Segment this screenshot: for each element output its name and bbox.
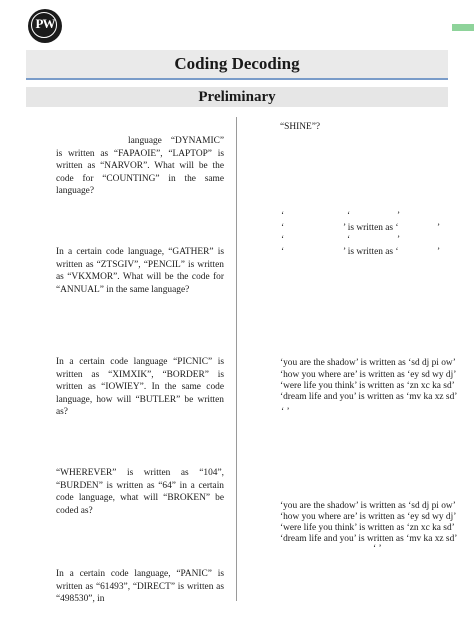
quote-mark: ‘ [281,211,285,221]
question-2: In a certain code language, “GATHER” is written as “ZTSGIV”, “PENCIL” is written as “VKXMOR”. What will be the code for “ANNUAL” in the same language? [56,247,224,295]
question-3: In a certain code language “PICNIC” is written as “XIMXIK”, “BORDER” is written as “IOWIEY”. In the same code language, how will “BUTLER” be written as? [56,357,224,417]
quote-row-text: ’ is written as ‘ [343,247,399,257]
quote-mark: ‘ [347,235,351,245]
corner-accent-bar [452,24,474,31]
quote-mark: ‘ [281,247,285,257]
title-bar [26,50,448,80]
section-title: Preliminary [198,88,276,105]
code-line: ‘dream life and you’ is written as ‘mv ka xz sd’ [280,534,458,544]
code-line: ‘were life you think’ is written as ‘zn xc ka sd’ [280,381,455,391]
column-divider [236,117,237,601]
question-5: In a certain code language, “PANIC” is written as “61493”, “DIRECT” is written as “498530”, in [56,569,224,604]
quote-marks: ‘ ’ [281,407,290,417]
question-4: “WHEREVER” is written as “104”, “BURDEN” is written as “64” in a certain code language, what will “BROKEN” be coded as? [56,468,224,516]
question-1: language “DYNAMIC” is written as “FAPAOIE”, “LAPTOP” is written as “NARVOR”. What will be the code for “COUNTING” in the same language? [56,136,224,196]
quote-mark: ‘ [347,211,351,221]
code-line: ‘how you where are’ is written as ‘ey sd wy dj’ [280,512,457,522]
code-line: ‘how you where are’ is written as ‘ey sd wy dj’ [280,370,457,380]
section-bar [26,87,448,107]
quote-mark: ’ [437,247,441,257]
quote-marks: ‘ ’ [373,544,382,554]
right-top-text: “SHINE”? [280,122,321,132]
code-line: ‘you are the shadow’ is written as ‘sd dj pi ow’ [280,501,456,511]
pw-logo [28,9,62,43]
code-line: ‘dream life and you’ is written as ‘mv ka xz sd’ [280,392,458,402]
code-line: ‘were life you think’ is written as ‘zn xc ka sd’ [280,523,455,533]
quote-mark: ‘ [281,235,285,245]
code-line: ‘you are the shadow’ is written as ‘sd dj pi ow’ [280,358,456,368]
page-title: Coding Decoding [174,54,300,73]
quote-mark: ’ [437,223,441,233]
quote-mark: ‘ [281,223,285,233]
quote-mark: ’ [397,211,401,221]
quote-mark: ’ [397,235,401,245]
quote-row-text: ’ is written as ‘ [343,223,399,233]
logo-text: PW [35,16,55,31]
